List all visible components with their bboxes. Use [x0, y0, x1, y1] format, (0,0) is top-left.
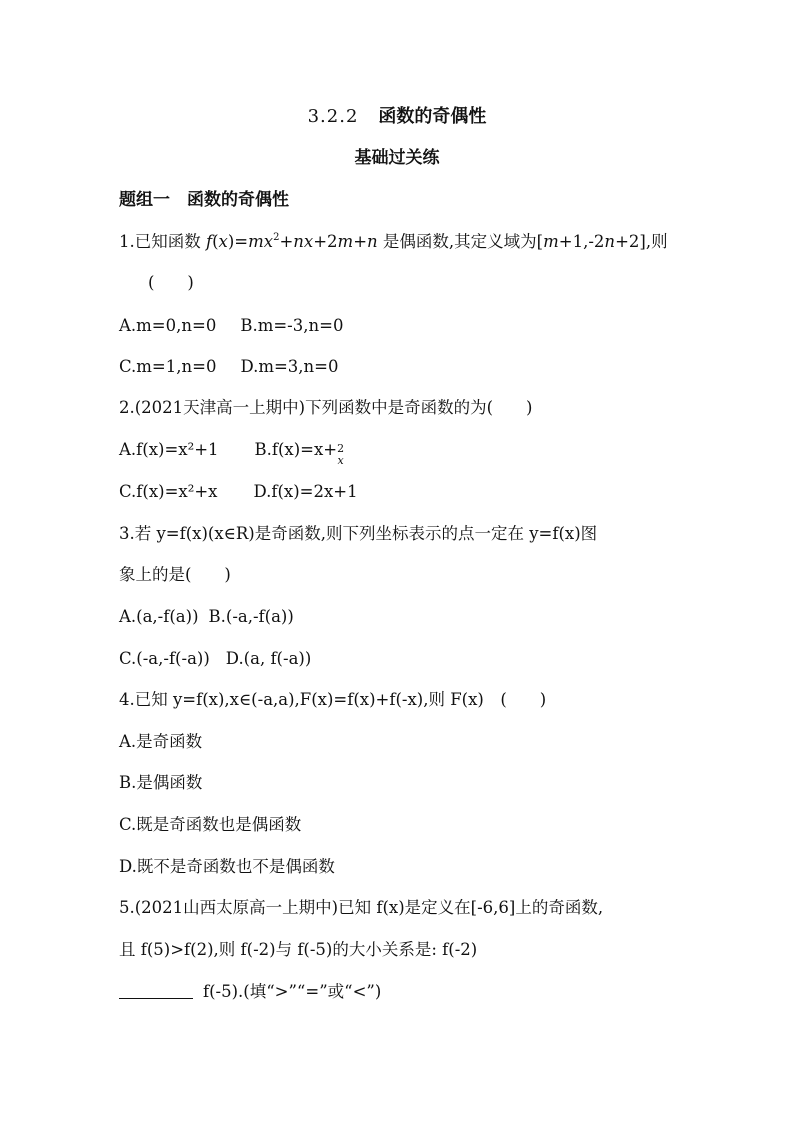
option-d: D.(a, f(-a))	[225, 649, 312, 668]
question-2-options-ab	[119, 439, 344, 467]
question-3-options-cd	[119, 648, 311, 670]
question-1-answer-paren: ( )	[148, 273, 194, 292]
question-2-options-cd	[119, 481, 358, 503]
fraction: 2 x	[337, 442, 345, 467]
question-5-stem-line3: f(-5).(填“>”“=”或“<”)	[119, 981, 381, 1003]
question-1-stem: 1.已知函数 $f(x)=mx^2+nx+2m+n$ 是偶函数,其定义域为[m+1,-2n+2],则	[119, 232, 668, 251]
question-4-option-b: B.是偶函数	[119, 773, 203, 792]
option-a: A.f(x)=x²+1	[119, 440, 219, 459]
answer-blank[interactable]	[119, 982, 193, 999]
page-title	[0, 106, 794, 128]
option-b: B.f(x)=x+ 2 x	[254, 440, 345, 467]
section-number: 3.2.2	[307, 106, 359, 127]
option-b: B.m=-3,n=0	[240, 316, 344, 335]
option-d: D.f(x)=2x+1	[253, 482, 358, 501]
option-a: A.m=0,n=0	[119, 316, 217, 335]
question-1-options-cd	[119, 356, 339, 378]
option-d: D.m=3,n=0	[240, 357, 339, 376]
question-2-stem: 2.(2021天津高一上期中)下列函数中是奇函数的为( )	[119, 398, 533, 417]
question-1-options-ab	[119, 315, 343, 337]
option-c: C.f(x)=x²+x	[119, 482, 218, 501]
question-4-option-a: A.是奇函数	[119, 732, 203, 751]
option-b: B.(-a,-f(a))	[208, 607, 294, 626]
question-4-stem: 4.已知 y=f(x),x∈(-a,a),F(x)=f(x)+f(-x),则 F(x) ( )	[119, 690, 547, 709]
question-group-heading: 题组一 函数的奇偶性	[119, 190, 289, 210]
question-3-stem-line1: 3.若 y=f(x)(x∈R)是奇函数,则下列坐标表示的点一定在 y=f(x)图	[119, 524, 598, 543]
option-a: A.(a,-f(a))	[119, 607, 199, 626]
question-5-stem-line1: 5.(2021山西太原高一上期中)已知 f(x)是定义在[-6,6]上的奇函数,	[119, 898, 604, 917]
question-3-options-ab	[119, 606, 294, 628]
option-c: C.m=1,n=0	[119, 357, 217, 376]
question-4-option-d: D.既不是奇函数也不是偶函数	[119, 857, 335, 876]
question-5-stem-line2: 且 f(5)>f(2),则 f(-2)与 f(-5)的大小关系是: f(-2)	[119, 940, 478, 959]
page-subtitle: 基础过关练	[354, 148, 440, 168]
question-4-option-c: C.既是奇函数也是偶函数	[119, 815, 302, 834]
section-title: 函数的奇偶性	[378, 106, 487, 127]
question-3-stem-line2: 象上的是( )	[119, 565, 231, 584]
option-c: C.(-a,-f(-a))	[119, 649, 210, 668]
